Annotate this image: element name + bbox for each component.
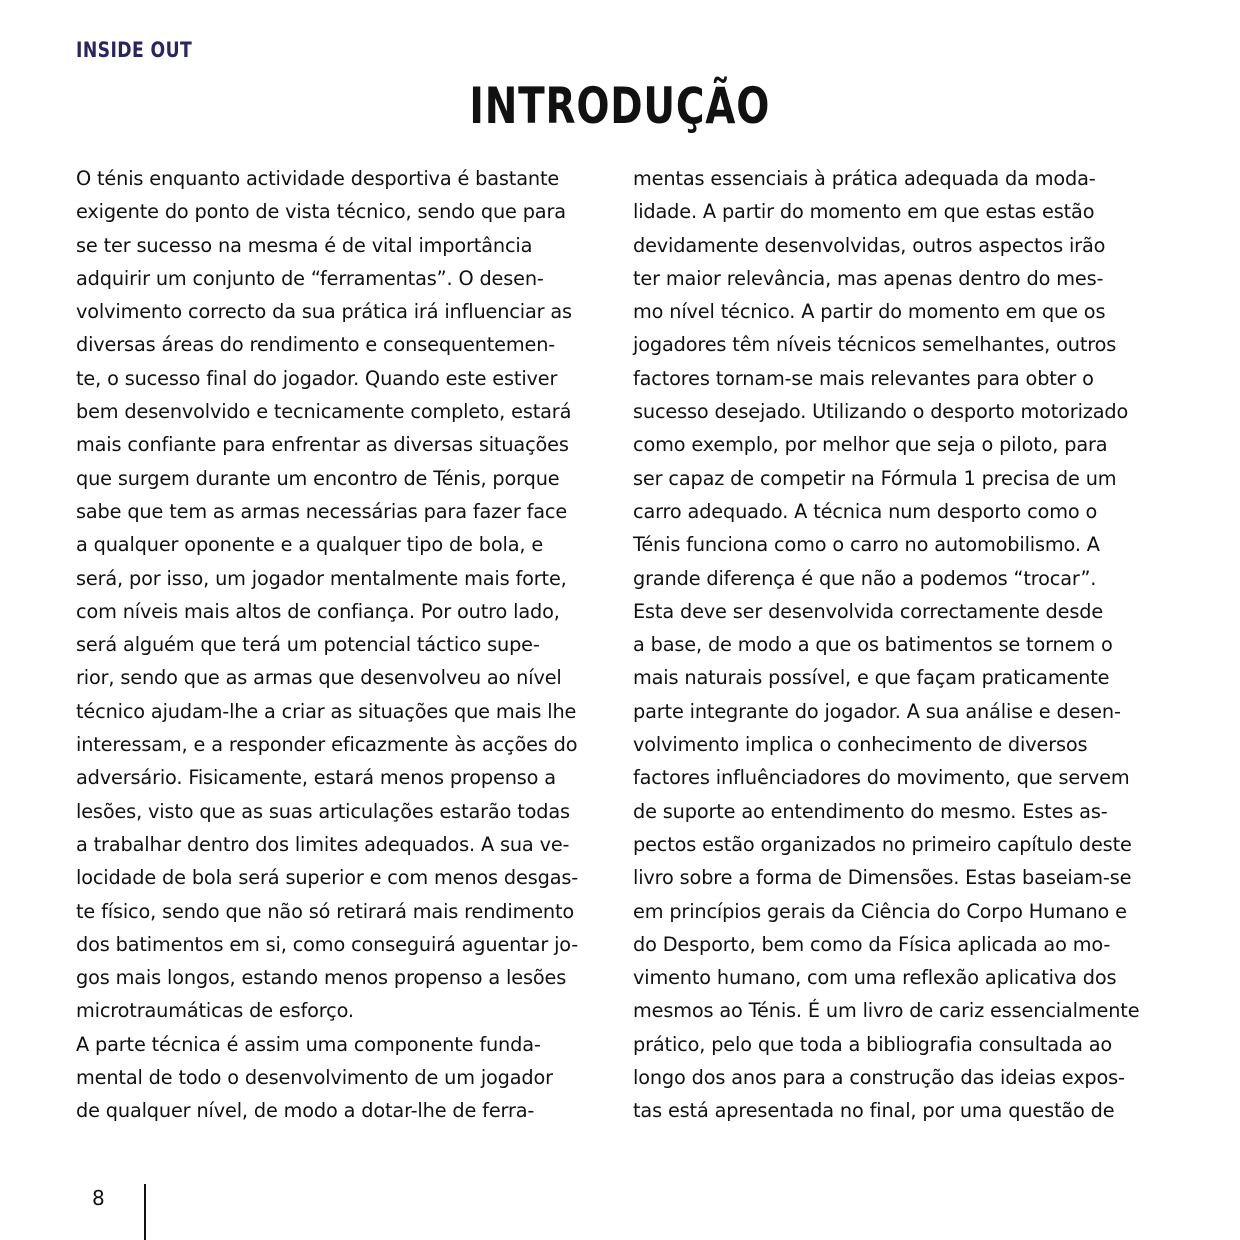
text-line: bem desenvolvido e tecnicamente completo, estará [76,400,572,424]
text-line: A parte técnica é assim uma componente funda- [76,1032,541,1056]
text-line: factores influênciadores do movimento, que servem [633,766,1130,790]
text-line: devidamente desenvolvidas, outros aspectos irão [633,233,1106,257]
text-line: a base, de modo a que os batimentos se tornem o [633,633,1113,657]
text-line: grande diferença é que não a podemos “trocar”. [633,566,1097,590]
text-line: sucesso desejado. Utilizando o desporto motorizado [633,400,1129,424]
text-line: será, por isso, um jogador mentalmente mais forte, [76,566,567,590]
text-line: te físico, sendo que não só retirará mais rendimento [76,899,575,923]
page-title [0,76,1240,136]
text-line: será alguém que terá um potencial táctico supe- [76,633,540,657]
text-line: prático, pelo que toda a bibliografia consultada ao [633,1032,1113,1056]
text-line: tas está apresentada no final, por uma questão de [633,1099,1115,1123]
text-line: de suporte ao entendimento do mesmo. Estes as- [633,799,1108,823]
text-line: ter maior relevância, mas apenas dentro do mes- [633,266,1104,290]
text-line: se ter sucesso na mesma é de vital importância [76,233,533,257]
text-line: microtraumáticas de esforço. [76,999,354,1023]
text-line: de qualquer nível, de modo a dotar-lhe de ferra- [76,1099,535,1123]
text-line: a qualquer oponente e a qualquer tipo de bola, e [76,533,544,557]
text-line: como exemplo, por melhor que seja o piloto, para [633,433,1108,457]
text-line: mo nível técnico. A partir do momento em que os [633,300,1106,324]
text-line: rior, sendo que as armas que desenvolveu ao nível [76,666,562,690]
text-line: parte integrante do jogador. A sua análise e desen- [633,699,1121,723]
text-line: Esta deve ser desenvolvida correctamente desde [633,599,1104,623]
page-number: 8 [92,1186,105,1210]
body-column-left [76,162,578,1128]
footer-divider [144,1184,146,1240]
text-line: do Desporto, bem como da Física aplicada ao mo- [633,932,1111,956]
text-line: lidade. A partir do momento em que estas estão [633,200,1095,224]
text-line: livro sobre a forma de Dimensões. Estas baseiam-se [633,866,1132,890]
text-line: dos batimentos em si, como conseguirá aguentar jo- [76,932,579,956]
text-line: volvimento implica o conhecimento de diversos [633,733,1088,757]
text-line: técnico ajudam-lhe a criar as situações que mais lhe [76,699,577,723]
text-line: locidade de bola será superior e com menos desgas- [76,866,579,890]
text-line: te, o sucesso final do jogador. Quando este estiver [76,366,558,390]
text-line: Ténis funciona como o carro no automobilismo. A [633,533,1100,557]
text-line: vimento humano, com uma reflexão aplicativa dos [633,966,1117,990]
text-line: a trabalhar dentro dos limites adequados. A sua ve- [76,832,570,856]
text-line: mental de todo o desenvolvimento de um jogador [76,1066,553,1090]
body-column-right [633,162,1139,1128]
running-header: INSIDE OUT [76,38,193,62]
text-line: exigente do ponto de vista técnico, sendo que para [76,200,566,224]
text-line: diversas áreas do rendimento e consequentemen- [76,333,556,357]
text-line: em princípios gerais da Ciência do Corpo Humano e [633,899,1127,923]
text-line: carro adequado. A técnica num desporto como o [633,499,1098,523]
text-line: adquirir um conjunto de “ferramentas”. O desen- [76,266,544,290]
text-line: O ténis enquanto actividade desportiva é bastante [76,167,560,190]
text-line: mesmos ao Ténis. É um livro de cariz essencialmente [633,999,1140,1023]
text-line: adversário. Fisicamente, estará menos propenso a [76,766,556,790]
text-line: com níveis mais altos de confiança. Por outro lado, [76,599,560,623]
text-line: jogadores têm níveis técnicos semelhantes, outros [633,333,1117,357]
text-line: sabe que tem as armas necessárias para fazer face [76,499,568,523]
text-line: gos mais longos, estando menos propenso a lesões [76,966,567,990]
text-line: factores tornam-se mais relevantes para obter o [633,366,1094,390]
text-line: interessam, e a responder eficazmente às acções do [76,733,578,757]
text-line: que surgem durante um encontro de Ténis, porque [76,466,560,490]
text-line: mentas essenciais à prática adequada da moda- [633,167,1096,190]
text-line: lesões, visto que as suas articulações estarão todas [76,799,570,823]
text-line: mais naturais possível, e que façam praticamente [633,666,1110,690]
text-line: volvimento correcto da sua prática irá influenciar as [76,300,572,324]
text-line: mais confiante para enfrentar as diversas situações [76,433,569,457]
page-title-text: INTRODUÇÃO [469,77,771,135]
text-line: ser capaz de competir na Fórmula 1 precisa de um [633,466,1117,490]
text-line: pectos estão organizados no primeiro capítulo deste [633,832,1132,856]
text-line: longo dos anos para a construção das ideias expos- [633,1066,1125,1090]
